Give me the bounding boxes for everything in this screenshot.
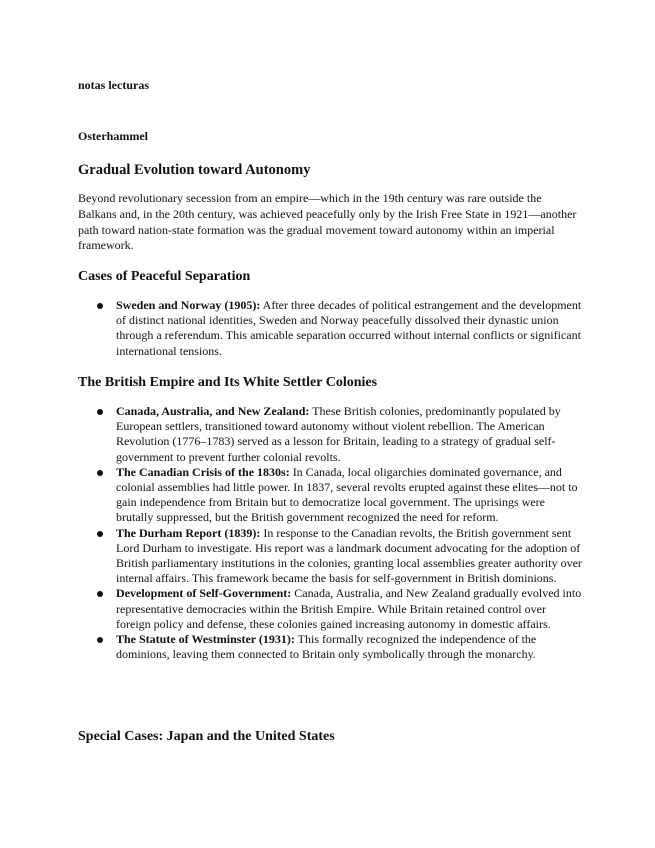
page-title: Gradual Evolution toward Autonomy: [78, 162, 311, 178]
list-item: [96, 632, 582, 662]
bullet-icon: [97, 409, 103, 415]
british-empire-list: [96, 404, 582, 662]
list-item-term: Canada, Australia, and New Zealand:: [116, 404, 310, 418]
list-item-text: After three decades of political estrangement and the development of distinct national identities, Sweden and Norway peacefully dissolved their dynastic union through a referendum. This amicable separation occurred without internal conflicts or significant international tensions.: [116, 298, 582, 358]
list-item-term: Sweden and Norway (1905):: [116, 298, 261, 312]
list-item-term: The Canadian Crisis of the 1830s:: [116, 464, 290, 479]
list-item: [96, 586, 582, 632]
section-heading-peaceful-separation: Cases of Peaceful Separation: [78, 269, 251, 284]
list-item-text: Canada, Australia, and New Zealand gradually evolved into representative democracies within the British Empire. While Britain retained control over foreign policy and defense, these colonies gained increasing autonomy in domestic affairs.: [116, 586, 582, 631]
bullet-icon: [97, 531, 103, 537]
bullet-icon: [97, 470, 103, 476]
document-label: notas lecturas: [78, 78, 149, 92]
peaceful-separation-list: [96, 298, 582, 359]
bullet-icon: [97, 303, 103, 309]
section-heading-british-empire: The British Empire and Its White Settler Colonies: [78, 375, 378, 390]
list-item-term: The Statute of Westminster (1931):: [116, 632, 295, 647]
list-item-text: These British colonies, predominantly populated by European settlers, transitioned toward autonomy without violent rebellion. The American Revolution (1776–1783) served as a lesson for Britain, leading to a strategy of gradual self-government to prevent further colonial revolts.: [116, 404, 561, 464]
list-item-text: In response to the Canadian revolts, the British government sent Lord Durham to investigate. His report was a landmark document advocating for the adoption of British parliamentary institutions in the colonies, granting local assemblies greater authority over internal affairs. This framework became the basis for self-government in British dominions.: [116, 525, 582, 586]
bullet-icon: [97, 637, 103, 643]
author-heading: Osterhammel: [78, 129, 148, 143]
list-item-text: This formally recognized the independence of the dominions, leaving them connected to Britain only symbolically through the monarchy.: [116, 632, 537, 662]
bullet-icon: [97, 591, 103, 597]
list-item: [96, 526, 582, 587]
section-heading-special-cases: Special Cases: Japan and the United States: [78, 729, 335, 744]
list-item-term: The Durham Report (1839):: [116, 525, 261, 540]
list-item: [96, 404, 582, 465]
list-item: [96, 298, 582, 359]
list-item-text: In Canada, local oligarchies dominated governance, and colonial assemblies had little power. In 1837, several revolts erupted against these elites—not to gain independence from Britain but to democratize local government. The uprisings were brutally suppressed, but the British government recognized the need for reform.: [116, 464, 578, 525]
list-item: [96, 465, 582, 526]
list-item-term: Development of Self-Government:: [116, 586, 292, 601]
intro-paragraph: Beyond revolutionary secession from an empire—which in the 19th century was rare outside the Balkans and, in the 20th century, was achieved peacefully only by the Irish Free State in 1921—another path toward nation-state formation was the gradual movement toward autonomy within an imperial framework.: [78, 191, 577, 253]
